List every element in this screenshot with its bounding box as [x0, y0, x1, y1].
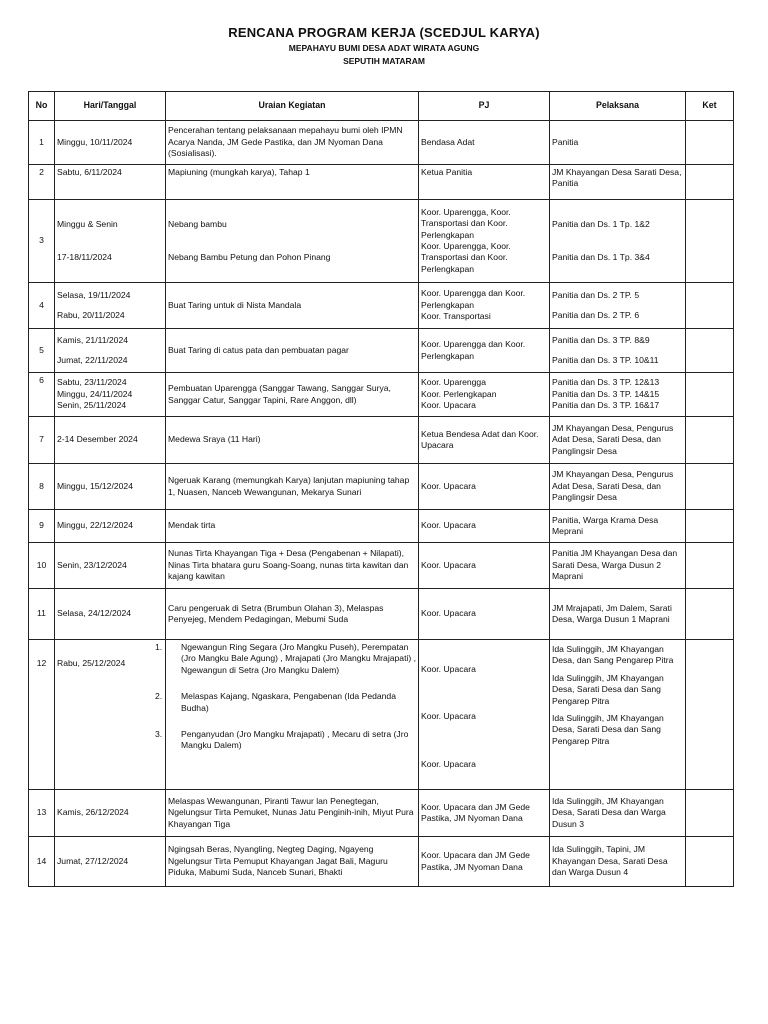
cell-tanggal: Rabu, 25/12/2024 [55, 640, 166, 790]
cell-pj: Koor. Upacara [419, 543, 550, 589]
cell-pj-line: Koor. Uparengga, Koor. Transportasi dan Koor. Perlengkapan [421, 241, 511, 274]
cell-pj [419, 373, 550, 417]
cell-no: 7 [29, 417, 55, 464]
cell-no: 10 [29, 543, 55, 589]
cell-ket [686, 417, 734, 464]
cell-pj-line: Koor. Uparengga dan Koor. Perlengkapan [421, 288, 526, 310]
cell-tanggal-line: 17-18/11/2024 [57, 252, 112, 262]
cell-pelaksana-line: Panitia dan Ds. 2 TP. 6 [552, 310, 640, 320]
cell-no: 14 [29, 837, 55, 887]
cell-no: 8 [29, 464, 55, 510]
cell-uraian: Melaspas Wewangunan, Piranti Tawur lan Penegtegan, Ngelungsur Tirta Pemuket, Nunas Jatu Penginih-inih, Miyut Pura Khayangan Tiga [166, 790, 419, 837]
cell-pelaksana: Panitia JM Khayangan Desa dan Sarati Desa, Warga Dusun 2 Maprani [550, 543, 686, 589]
cell-uraian-line: Nebang bambu [168, 218, 227, 229]
cell-tanggal-line: Minggu & Senin [57, 218, 118, 229]
list-item: 2. Melaspas Kajang, Ngaskara, Pengabenan (Ida Pedanda Budha) [155, 691, 396, 713]
cell-ket [686, 283, 734, 329]
header-tanggal: Hari/Tanggal [55, 92, 166, 121]
cell-tanggal-line: Selasa, 19/11/2024 [57, 289, 131, 300]
cell-tanggal: Sabtu, 6/11/2024 [55, 165, 166, 200]
cell-uraian: Pencerahan tentang pelaksanaan mepahayu bumi oleh IPMN Acarya Nanda, JM Gede Pastika, dan JM Nyoman Dana (Sosialisasi). [166, 121, 419, 165]
cell-pj-line: Koor. Perlengkapan [421, 388, 497, 399]
table-row [29, 165, 734, 200]
cell-tanggal: Minggu, 15/12/2024 [55, 464, 166, 510]
cell-uraian [166, 200, 419, 283]
cell-pelaksana: Ida Sulinggih, Tapini, JM Khayangan Desa, Sarati Desa dan Warga Dusun 4 [550, 837, 686, 887]
cell-pj: Koor. Upacara dan JM Gede Pastika, JM Nyoman Dana [419, 790, 550, 837]
table-row [29, 640, 734, 790]
cell-ket [686, 837, 734, 887]
cell-ket [686, 640, 734, 790]
cell-pj-line: Koor. Upacara [421, 758, 476, 769]
cell-tanggal: Senin, 23/12/2024 [55, 543, 166, 589]
cell-pelaksana-line: Panitia dan Ds. 1 Tp. 1&2 [552, 218, 650, 229]
cell-no: 2 [29, 165, 55, 200]
cell-tanggal: Minggu, 10/11/2024 [55, 121, 166, 165]
cell-tanggal [55, 200, 166, 283]
cell-pelaksana: JM Khayangan Desa, Pengurus Adat Desa, Sarati Desa, dan Panglingsir Desa [550, 464, 686, 510]
cell-pelaksana [550, 373, 686, 417]
cell-pj [419, 283, 550, 329]
cell-uraian: Medewa Sraya (11 Hari) [166, 417, 419, 464]
cell-pj-line: Koor. Uparengga, Koor. Transportasi dan Koor. Perlengkapan [421, 206, 511, 240]
cell-pelaksana-line: Panitia dan Ds. 3 TP. 10&11 [552, 355, 659, 365]
cell-pelaksana-line: Panitia dan Ds. 2 TP. 5 [552, 289, 640, 300]
cell-uraian: Nunas Tirta Khayangan Tiga + Desa (Pengabenan + Nilapati), Ninas Tirta bhatara guru Soang-Soang, nunas tirta kawitan dan kajang kawitan [166, 543, 419, 589]
cell-pj-line: Koor. Uparengga [421, 377, 486, 388]
cell-uraian: Ngeruak Karang (memungkah Karya) lanjutan mapiuning tahap 1, Nuasen, Nanceb Wewangunan, Mekarya Sunari [166, 464, 419, 510]
cell-pelaksana: JM Khayangan Desa, Pengurus Adat Desa, Sarati Desa, dan Panglingsir Desa [550, 417, 686, 464]
cell-pelaksana [550, 640, 686, 790]
cell-pelaksana-line: Ida Sulinggih, JM Khayangan Desa, Sarati Desa dan Sang Pengarep Pitra [552, 713, 664, 746]
cell-pj: Koor. Uparengga dan Koor. Perlengkapan [419, 329, 550, 373]
cell-pelaksana-line: Panitia dan Ds. 3 TP. 16&17 [552, 400, 660, 411]
cell-pelaksana: JM Khayangan Desa Sarati Desa, Panitia [550, 165, 686, 200]
cell-pj [419, 640, 550, 790]
list-item: 1. Ngewangun Ring Segara (Jro Mangku Puseh), Perempatan (Jro Mangku Bale Agung) , Mrajapati (Jro Mangku Mrajapati) , Ngewangun di Setra (Jro Mangku Dalem) [155, 642, 416, 675]
cell-pj: Koor. Upacara [419, 464, 550, 510]
table-row [29, 510, 734, 543]
cell-tanggal: Kamis, 26/12/2024 [55, 790, 166, 837]
cell-tanggal [55, 329, 166, 373]
cell-pelaksana: Panitia [550, 121, 686, 165]
cell-ket [686, 510, 734, 543]
header-pj: PJ [419, 92, 550, 121]
cell-uraian: Pembuatan Uparengga (Sanggar Tawang, Sanggar Surya, Sanggar Catur, Sanggar Tapini, Rare Anggon, dll) [166, 373, 419, 417]
list-item: 3. Penganyudan (Jro Mangku Mrajapati) , Mecaru di setra (Jro Mangku Dalem) [155, 729, 409, 751]
table-header-row [29, 92, 734, 121]
cell-pelaksana-line: Panitia dan Ds. 1 Tp. 3&4 [552, 252, 650, 262]
document-header [0, 24, 768, 68]
cell-pj [419, 200, 550, 283]
cell-tanggal-line: Minggu, 24/11/2024 [57, 388, 133, 399]
cell-ket [686, 790, 734, 837]
document-subtitle-2: SEPUTIH MATARAM [343, 56, 425, 66]
header-no: No [29, 92, 55, 121]
header-pelaksana: Pelaksana [550, 92, 686, 121]
cell-no: 11 [29, 589, 55, 640]
cell-uraian [155, 640, 419, 790]
cell-pj: Bendasa Adat [419, 121, 550, 165]
cell-no: 9 [29, 510, 55, 543]
table-row [29, 283, 734, 329]
cell-pelaksana: Ida Sulinggih, JM Khayangan Desa, Sarati Desa dan Warga Dusun 3 [550, 790, 686, 837]
cell-no: 1 [29, 121, 55, 165]
document-subtitle-1: MEPAHAYU BUMI DESA ADAT WIRATA AGUNG [288, 43, 480, 53]
cell-pelaksana-line: Ida Sulinggih, JM Khayangan Desa, Sarati Desa dan Sang Pengarep Pitra [552, 672, 664, 706]
cell-tanggal-line: Jumat, 22/11/2024 [57, 355, 128, 365]
cell-pj-line: Koor. Upacara [421, 711, 476, 722]
cell-pj: Koor. Upacara dan JM Gede Pastika, JM Nyoman Dana [419, 837, 550, 887]
cell-no: 5 [29, 329, 55, 373]
cell-pj: Koor. Upacara [419, 589, 550, 640]
cell-ket [686, 329, 734, 373]
header-uraian: Uraian Kegiatan [166, 92, 419, 121]
cell-uraian: Ngingsah Beras, Nyangling, Negteg Daging, Ngayeng Ngelungsur Tirta Pemuput Khayangan Jagat Bali, Maguru Piduka, Mabumi Suda, Nanceb Sunari, Bhakti [166, 837, 419, 887]
cell-pj-line: Koor. Transportasi [421, 311, 491, 322]
cell-no: 6 [29, 373, 55, 417]
cell-tanggal-line: Kamis, 21/11/2024 [57, 334, 129, 345]
cell-no: 4 [29, 283, 55, 329]
table-row [29, 417, 734, 464]
cell-pj: Ketua Bendesa Adat dan Koor. Upacara [419, 417, 550, 464]
cell-pelaksana-line: Panitia dan Ds. 3 TP. 12&13 [552, 377, 660, 388]
cell-pelaksana [550, 329, 686, 373]
cell-tanggal: Minggu, 22/12/2024 [55, 510, 166, 543]
table-row [29, 464, 734, 510]
cell-uraian: Caru pengeruak di Setra (Brumbun Olahan 3), Melaspas Penyejeg, Mendem Pedagingan, Mebumi Suda [166, 589, 419, 640]
cell-tanggal-line: Rabu, 20/11/2024 [57, 310, 125, 320]
cell-pj-line: Koor. Upacara [421, 664, 476, 674]
cell-tanggal: Jumat, 27/12/2024 [55, 837, 166, 887]
cell-ket [686, 589, 734, 640]
cell-pelaksana-line: Panitia dan Ds. 3 TP. 8&9 [552, 334, 650, 345]
cell-tanggal [55, 373, 166, 417]
table-row [29, 200, 734, 283]
table-row [29, 837, 734, 887]
table-row [29, 373, 734, 417]
cell-ket [686, 121, 734, 165]
cell-pj-line: Koor. Upacara [421, 400, 476, 411]
schedule-table [28, 91, 734, 887]
cell-no: 3 [29, 200, 55, 283]
header-ket: Ket [686, 92, 734, 121]
cell-pelaksana: Panitia, Warga Krama Desa Meprani [550, 510, 686, 543]
table-row [29, 121, 734, 165]
cell-ket [686, 464, 734, 510]
cell-pj: Ketua Panitia [419, 165, 550, 200]
cell-uraian: Buat Taring untuk di Nista Mandala [166, 283, 419, 329]
cell-pelaksana-line: Ida Sulinggih, JM Khayangan Desa, dan Sang Pengarep Pitra [552, 644, 674, 666]
cell-no: 13 [29, 790, 55, 837]
cell-uraian: Buat Taring di catus pata dan pembuatan pagar [166, 329, 419, 373]
cell-pelaksana [550, 200, 686, 283]
cell-pj: Koor. Upacara [419, 510, 550, 543]
cell-uraian: Mendak tirta [166, 510, 419, 543]
cell-ket [686, 373, 734, 417]
cell-tanggal: 2-14 Desember 2024 [55, 417, 166, 464]
cell-tanggal: Selasa, 24/12/2024 [55, 589, 166, 640]
cell-ket [686, 200, 734, 283]
cell-pelaksana-line: Panitia dan Ds. 3 TP. 14&15 [552, 388, 660, 399]
cell-uraian-line: Nebang Bambu Petung dan Pohon Pinang [168, 252, 331, 262]
document-title: RENCANA PROGRAM KERJA (SCEDJUL KARYA) [228, 25, 540, 40]
cell-ket [686, 543, 734, 589]
table-row [29, 543, 734, 589]
cell-pelaksana [550, 283, 686, 329]
cell-tanggal-line: Senin, 25/11/2024 [57, 400, 127, 411]
cell-ket [686, 165, 734, 200]
cell-no: 12 [29, 640, 55, 790]
cell-pelaksana: JM Mrajapati, Jm Dalem, Sarati Desa, Warga Dusun 1 Maprani [550, 589, 686, 640]
table-row [29, 329, 734, 373]
table-row [29, 589, 734, 640]
cell-tanggal [55, 283, 166, 329]
cell-uraian: Mapiuning (mungkah karya), Tahap 1 [166, 165, 419, 200]
table-row [29, 790, 734, 837]
cell-tanggal-line: Sabtu, 23/11/2024 [57, 377, 127, 388]
